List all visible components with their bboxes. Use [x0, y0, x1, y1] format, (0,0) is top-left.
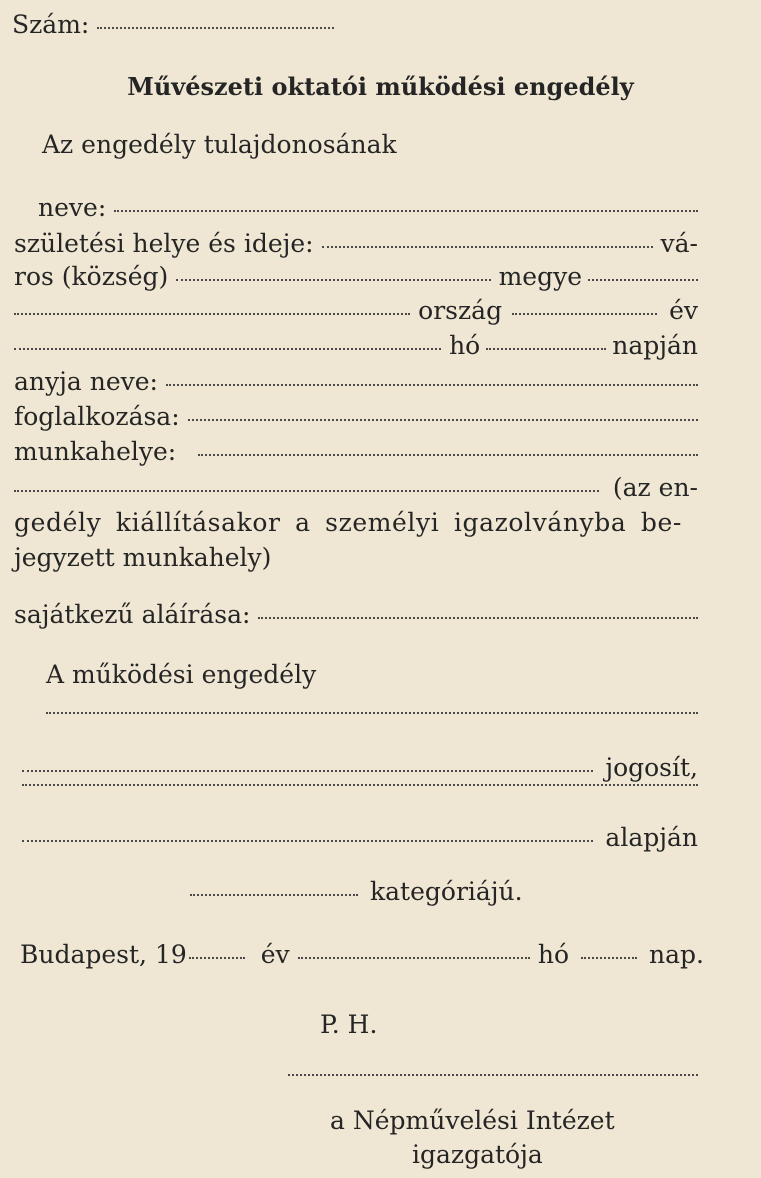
day-field[interactable]	[581, 957, 637, 959]
neve-row	[38, 193, 698, 222]
kategoriaju-text: kategóriájú.	[370, 877, 523, 906]
ho-row	[14, 331, 698, 360]
foglalkozasa-row	[14, 402, 698, 431]
alairasa-field[interactable]	[258, 617, 698, 619]
permit-row-1	[46, 716, 698, 718]
kategoria-field[interactable]	[190, 894, 358, 896]
az-en-text: (az en-	[612, 473, 698, 502]
szam-field[interactable]	[97, 27, 334, 29]
napjan-field[interactable]	[486, 348, 606, 350]
neve-label: neve:	[38, 193, 107, 222]
szuletesi-field[interactable]	[322, 246, 653, 248]
anyja-row	[14, 367, 698, 396]
ev-field[interactable]	[512, 313, 657, 315]
permit-field-1[interactable]	[46, 712, 698, 714]
gedely-text: gedély kiállításakor a személyi igazolványba be-	[14, 508, 682, 537]
ph-mark: P. H.	[320, 1010, 378, 1039]
szuletesi-row	[14, 229, 698, 258]
jogosit-row	[22, 753, 698, 782]
szam-row	[12, 10, 342, 39]
alapjan-row	[22, 823, 698, 852]
va-text: vá-	[660, 229, 698, 258]
munkahelye-field[interactable]	[198, 454, 698, 456]
megye-field[interactable]	[588, 279, 698, 281]
ho-label: hó	[449, 331, 481, 360]
napjan-label: napján	[612, 331, 698, 360]
jogosit-field[interactable]	[22, 770, 593, 772]
date-ho: hó	[537, 940, 570, 969]
month-field[interactable]	[298, 957, 530, 959]
munkahelye-field-2[interactable]	[14, 490, 599, 492]
alapjan-text: alapján	[605, 823, 698, 852]
permit-row-3	[22, 788, 698, 790]
foglalkozasa-field[interactable]	[188, 419, 698, 421]
kategoria-row	[190, 877, 523, 906]
date-row	[20, 940, 704, 969]
page-title: Művészeti oktatói működési engedély	[127, 72, 634, 101]
orszag-row	[14, 296, 698, 325]
ros-label: ros (község)	[14, 262, 169, 291]
alairasa-label: sajátkezű aláírása:	[14, 600, 251, 629]
anyja-field[interactable]	[166, 384, 698, 386]
owner-heading: Az engedély tulajdonosának	[42, 130, 397, 159]
signer-line-1: a Népművelési Intézet	[330, 1106, 615, 1135]
ev-label: év	[669, 296, 698, 325]
jegyzett-text: jegyzett munkahely)	[14, 543, 272, 572]
year-field[interactable]	[189, 957, 245, 959]
date-ev: év	[260, 940, 290, 969]
munkahelye-row	[14, 437, 698, 466]
jogosit-text: jogosít,	[605, 753, 698, 782]
date-city: Budapest, 19	[20, 940, 187, 969]
signature-row	[288, 1078, 698, 1080]
alairasa-row	[14, 600, 698, 629]
varos-row	[14, 262, 698, 291]
date-nap: nap.	[649, 940, 704, 969]
gedely-row	[14, 508, 698, 537]
munkahelye-cont-row	[14, 473, 698, 502]
munkahelye-label: munkahelye:	[14, 437, 177, 466]
permit-heading: A működési engedély	[46, 660, 317, 689]
orszag-field[interactable]	[14, 313, 410, 315]
anyja-label: anyja neve:	[14, 367, 158, 396]
neve-field[interactable]	[114, 210, 698, 212]
szuletesi-label: születési helye és ideje:	[14, 229, 314, 258]
foglalkozasa-label: foglalkozása:	[14, 402, 180, 431]
jegyzett-row	[14, 543, 271, 572]
varos-field[interactable]	[176, 279, 490, 281]
ho-field-pre[interactable]	[14, 348, 441, 350]
permit-field-3[interactable]	[22, 784, 698, 786]
orszag-label: ország	[418, 296, 503, 325]
signature-field[interactable]	[288, 1074, 698, 1076]
szam-label: Szám:	[12, 10, 90, 39]
megye-label: megye	[498, 262, 582, 291]
signer-line-2: igazgatója	[412, 1140, 543, 1169]
alapjan-field[interactable]	[22, 840, 593, 842]
